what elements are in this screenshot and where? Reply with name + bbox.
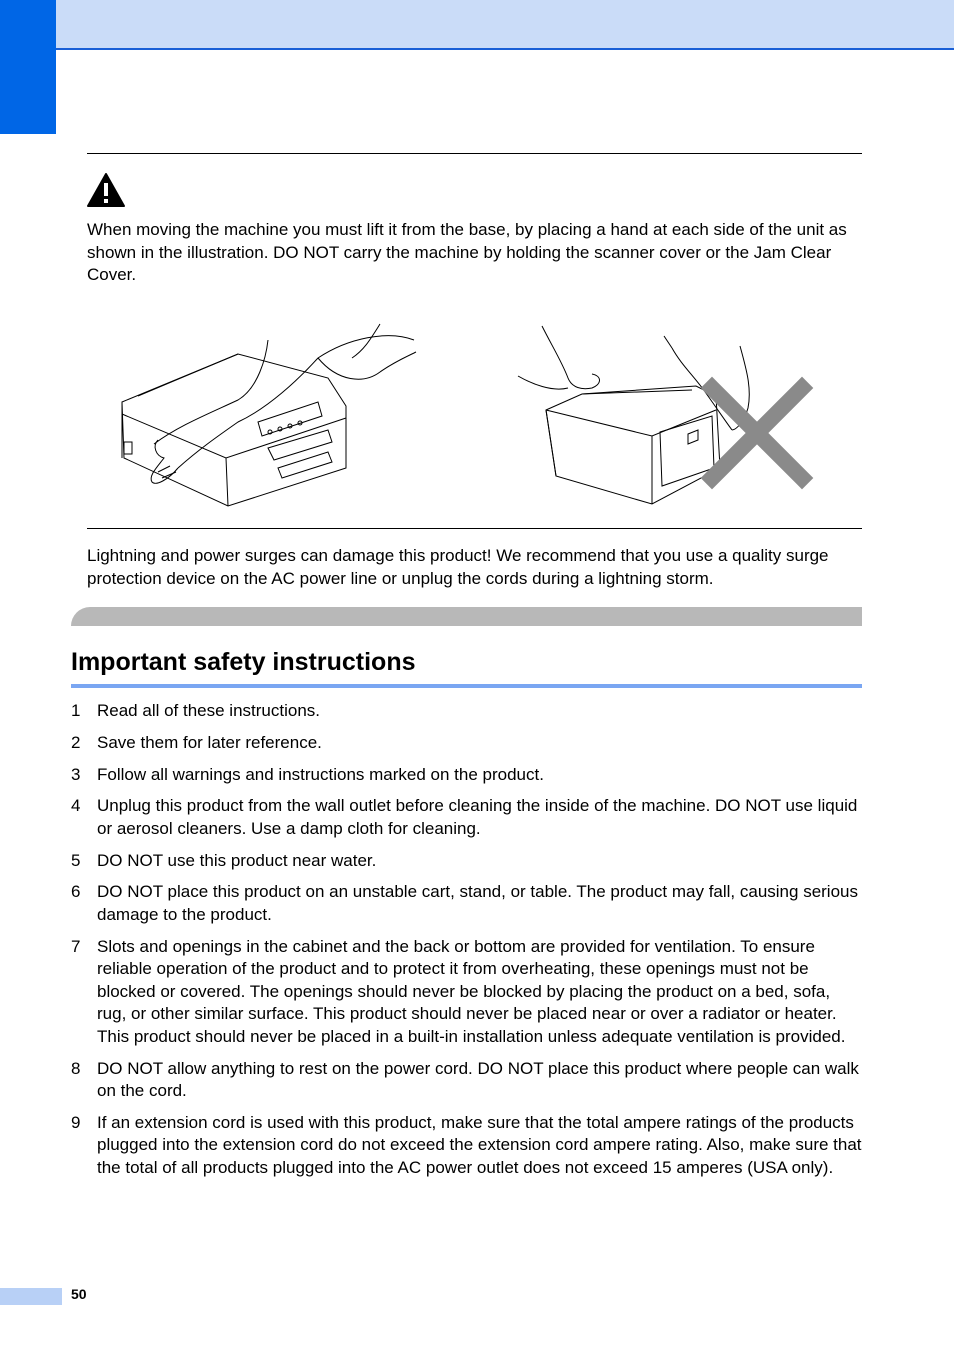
item-text: Save them for later reference.	[97, 732, 322, 752]
header-band	[0, 0, 954, 50]
list-item	[71, 1112, 862, 1180]
page-number: 50	[71, 1286, 87, 1302]
caution-text: When moving the machine you must lift it from the base, by placing a hand at each side of the unit as shown in the illustration. DO NOT carry the machine by holding the scanner cover or the Jam Clear Cover.	[87, 220, 847, 284]
item-text: Read all of these instructions.	[97, 701, 321, 720]
caution-bottom-rule	[87, 528, 862, 529]
item-number: 3	[71, 764, 81, 784]
correct-lifting-illustration	[118, 318, 418, 510]
surge-note: Lightning and power surges can damage this product! We recommend that you use a quality surge protection device on the AC power line or unplug the cords during a lightning storm.	[87, 546, 829, 588]
list-item	[71, 732, 862, 755]
item-number: 4	[71, 796, 81, 816]
item-number: 8	[71, 1058, 81, 1078]
item-number: 9	[71, 1112, 81, 1132]
item-number: 1	[71, 701, 81, 720]
heading-underline	[71, 684, 862, 688]
item-number: 7	[71, 936, 81, 956]
item-text: Slots and openings in the cabinet and the back or bottom are provided for ventilation. To ensure reliable operation of the product and to protect it from overheating, these openings must not be blocked or covered. The openings should never be blocked by placing the product on a bed, sofa, rug, or other similar surface. This product should never be placed near or over a radiator or heater. This product should never be placed in a built-in installation unless adequate ventilation is provided.	[97, 936, 846, 1046]
item-number: 6	[71, 882, 81, 902]
list-item	[71, 764, 862, 787]
list-item	[71, 850, 862, 873]
list-item	[71, 936, 862, 1049]
caution-top-rule	[87, 153, 862, 154]
section-divider-bar	[71, 607, 862, 626]
chapter-tab	[0, 0, 56, 134]
item-number: 5	[71, 850, 81, 870]
item-text: Follow all warnings and instructions marked on the product.	[97, 764, 544, 784]
safety-instructions-list	[71, 700, 862, 1189]
incorrect-lifting-illustration	[512, 318, 822, 510]
list-item	[71, 795, 862, 840]
item-text: DO NOT allow anything to rest on the power cord. DO NOT place this product where people can walk on the cord.	[97, 1058, 859, 1101]
warning-triangle-icon	[86, 172, 126, 208]
item-number: 2	[71, 732, 81, 752]
cross-mark-icon	[712, 388, 802, 478]
item-text: DO NOT use this product near water.	[97, 850, 377, 870]
item-text: If an extension cord is used with this product, make sure that the total ampere ratings of the products plugged into the extension cord do not exceed the extension cord ampere rating. Also, make sure that the total of all products plugged into the AC power outlet does not exceed 15 amperes (USA only).	[97, 1112, 862, 1177]
section-heading: Important safety instructions	[71, 648, 416, 676]
list-item	[71, 700, 862, 723]
list-item	[71, 1058, 862, 1103]
page-number-tab	[0, 1288, 62, 1305]
list-item	[71, 881, 862, 926]
item-text: Unplug this product from the wall outlet before cleaning the inside of the machine. DO NOT use liquid or aerosol cleaners. Use a damp cloth for cleaning.	[97, 796, 858, 838]
item-text: DO NOT place this product on an unstable cart, stand, or table. The product may fall, causing serious damage to the product.	[97, 882, 858, 924]
